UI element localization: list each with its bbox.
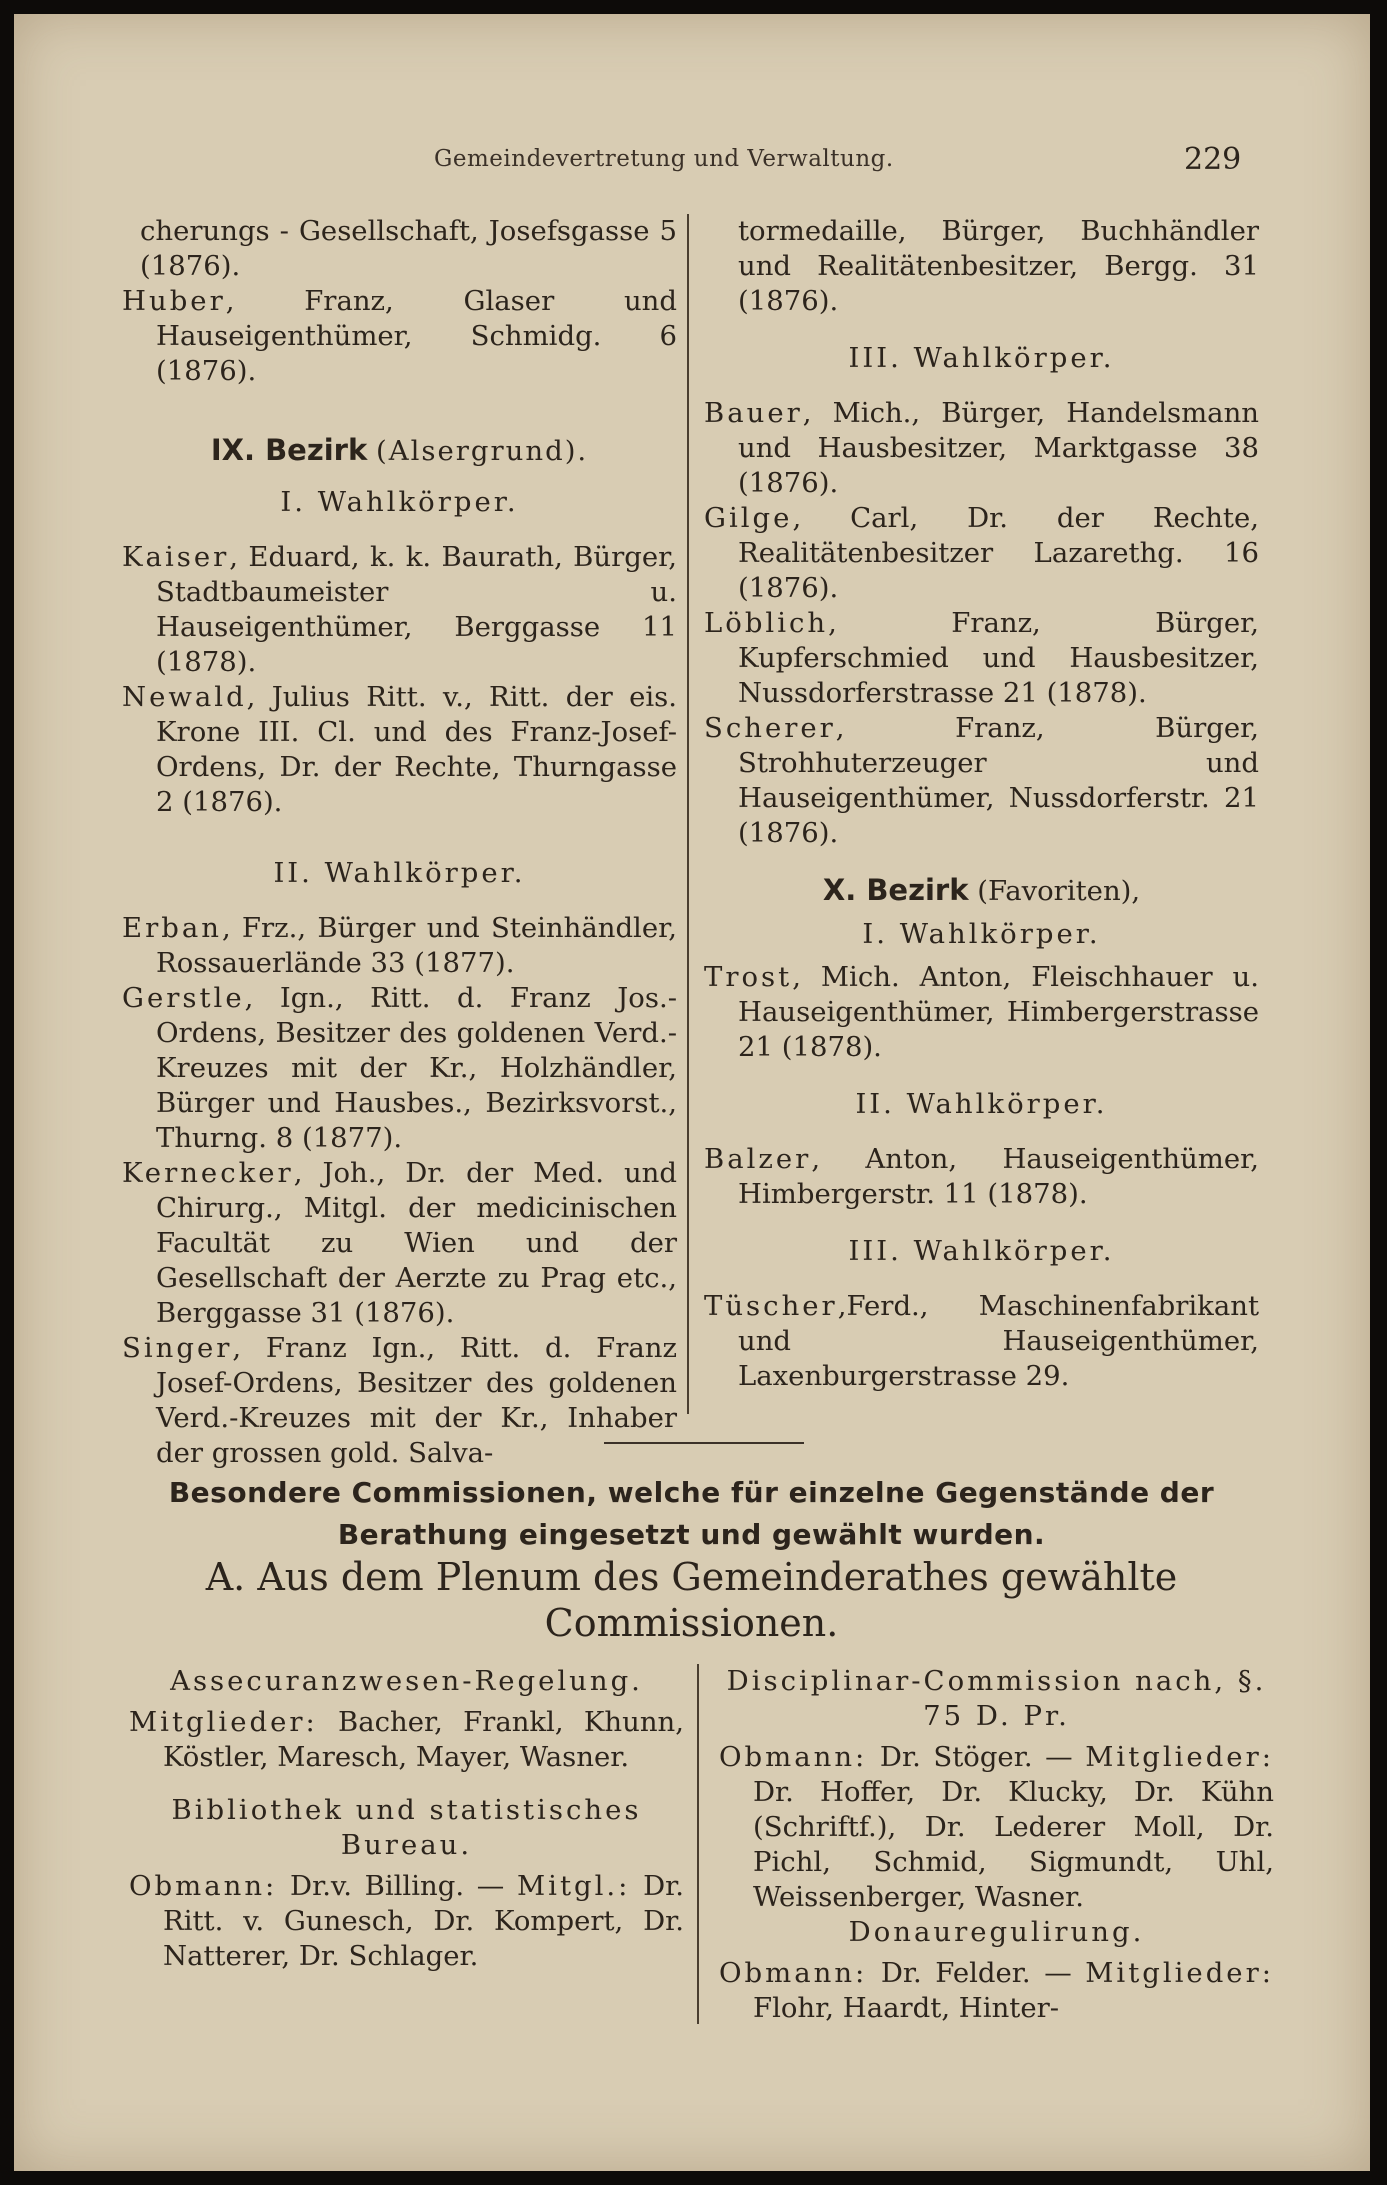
entry-text: ,Ferd., Maschinenfabrikant und Hauseigenthümer, Laxenburgerstrasse 29. <box>738 1290 1259 1392</box>
members-label: Mitgl.: <box>516 1870 631 1902</box>
wahlkoerper-heading: III. Wahlkörper. <box>848 1235 1115 1267</box>
entry-name: Tüscher <box>704 1290 838 1322</box>
entry-name: Kernecker <box>122 1157 294 1189</box>
entry-name: Gilge <box>704 502 793 534</box>
commission-donau <box>719 1915 1274 2026</box>
entry-huber <box>122 284 677 389</box>
entry-text: , Anton, Hauseigenthümer, Himbergerstr. 11 (1878). <box>738 1143 1259 1210</box>
entry-loeblich <box>704 606 1259 711</box>
commission-disciplinar <box>719 1664 1274 1915</box>
commission-members <box>719 1956 1274 2026</box>
commissions-title: Besondere Commissionen, welche für einzelne Gegenstände der Berathung eingesetzt und gewählt wurden. <box>168 1476 1215 1551</box>
right-column <box>704 214 1259 1394</box>
entry-text: , Eduard, k. k. Baurath, Bürger, Stadtbaumeister u. Hauseigenthümer, Berggasse 11 (1878). <box>156 541 677 678</box>
district-title: X. Bezirk <box>822 873 969 907</box>
chair-text: Dr. Stöger. — <box>879 1741 1073 1773</box>
page-number: 229 <box>1184 142 1242 177</box>
district-name: (Alsergrund). <box>376 435 589 467</box>
wahlkoerper-heading: II. Wahlkörper. <box>273 857 526 889</box>
district-title: IX. Bezirk <box>210 433 368 467</box>
column-divider <box>687 214 689 1414</box>
members-text: Dr. Ritt. v. Gunesch, Dr. Kompert, Dr. Natterer, Dr. Schlager. <box>163 1870 685 1972</box>
commission-members <box>719 1740 1274 1915</box>
entry-name: Gerstle <box>122 982 245 1014</box>
entry-trost <box>704 960 1259 1065</box>
entry-gilge <box>704 501 1259 606</box>
entry-text: , Franz, Bürger, Kupferschmied und Hausbesitzer, Nussdorferstrasse 21 (1878). <box>738 607 1259 709</box>
entry-name: Trost <box>704 961 793 993</box>
entry-text: , Franz, Glaser und Hauseigenthümer, Schmidg. 6 (1876). <box>156 285 677 387</box>
entry-text: , Mich. Anton, Fleischhauer u. Hauseigenthümer, Himbergerstrasse 21 (1878). <box>738 961 1259 1063</box>
entry-scherer <box>704 711 1259 851</box>
commissions-subtitle: A. Aus dem Plenum des Gemeinderathes gewählte Commissionen. <box>205 1555 1178 1645</box>
entry-name: Scherer <box>704 712 836 744</box>
continuation-entry: cherungs - Gesellschaft, Josefsgasse 5 (1876). <box>140 215 677 282</box>
entry-name: Singer <box>122 1332 233 1364</box>
column-divider <box>697 1664 699 2024</box>
entry-text: , Julius Ritt. v., Ritt. der eis. Krone III. Cl. und des Franz-Josef-Ordens, Dr. der Rechte, Thurngasse 2 (1876). <box>156 681 677 818</box>
chair-label: Obmann: <box>719 1741 868 1773</box>
commissions-left-column <box>129 1664 684 1992</box>
entry-text: , Franz, Bürger, Strohhuterzeuger und Hauseigenthümer, Nussdorferstr. 21 (1876). <box>738 712 1259 849</box>
entry-name: Balzer <box>704 1143 812 1175</box>
continuation-entry: tormedaille, Bürger, Buchhändler und Realitätenbesitzer, Bergg. 31 (1876). <box>738 215 1259 317</box>
left-column <box>122 214 677 1471</box>
chair-text: Dr. Felder. — <box>880 1957 1072 1989</box>
entry-text: , Frz., Bürger und Steinhändler, Rossauerlände 33 (1877). <box>156 912 677 979</box>
commission-title: Disciplinar-Commission nach, §. 75 D. Pr. <box>726 1665 1267 1732</box>
entry-name: Löblich <box>704 607 829 639</box>
members-text: Flohr, Haardt, Hinter- <box>753 1992 1060 2024</box>
chair-text: Dr.v. Billing. — <box>290 1870 505 1902</box>
wahlkoerper-heading: II. Wahlkörper. <box>855 1088 1108 1120</box>
entry-text: , Franz Ign., Ritt. d. Franz Josef-Ordens, Besitzer des goldenen Verd.-Kreuzes mit der Kr., Inhaber der grossen gold. Salva- <box>156 1332 677 1469</box>
commission-bibliothek <box>129 1793 684 1974</box>
wahlkoerper-heading: I. Wahlkörper. <box>280 486 519 518</box>
entry-bauer <box>704 396 1259 501</box>
entry-name: Kaiser <box>122 541 230 573</box>
district-heading-x <box>704 873 1259 909</box>
entry-balzer <box>704 1142 1259 1212</box>
members-label: Mitglieder: <box>129 1706 318 1738</box>
entry-name: Newald <box>122 681 247 713</box>
page <box>14 14 1370 2171</box>
entry-name: Erban <box>122 912 222 944</box>
section-divider <box>604 1442 804 1444</box>
chair-label: Obmann: <box>129 1870 278 1902</box>
commission-members <box>129 1705 684 1775</box>
entry-text: , Ign., Ritt. d. Franz Jos.-Ordens, Besitzer des goldenen Verd.-Kreuzes mit der Kr., Holzhändler, Bürger und Hausbes., Bezirksvorst., Thurng. 8 (1877). <box>156 982 677 1154</box>
entry-singer <box>122 1331 677 1471</box>
wahlkoerper-heading: I. Wahlkörper. <box>862 918 1101 950</box>
members-text: Dr. Hoffer, Dr. Klucky, Dr. Kühn (Schriftf.), Dr. Lederer Moll, Dr. Pichl, Schmid, Sigmundt, Uhl, Weissenberger, Wasner. <box>753 1776 1274 1913</box>
page-header <box>14 142 1370 182</box>
commission-members <box>129 1869 684 1974</box>
entry-kaiser <box>122 540 677 680</box>
members-label: Mitglieder: <box>1085 1741 1274 1773</box>
district-name: (Favoriten), <box>977 875 1141 907</box>
commission-title: Donauregulirung. <box>848 1916 1145 1948</box>
members-text: Bacher, Frankl, Khunn, Köstler, Maresch, Mayer, Wasner. <box>163 1706 684 1773</box>
entry-name: Huber <box>122 285 226 317</box>
commission-title: Assecuranzwesen-Regelung. <box>170 1665 643 1697</box>
entry-text: , Carl, Dr. der Rechte, Realitätenbesitzer Lazarethg. 16 (1876). <box>738 502 1259 604</box>
entry-name: Bauer <box>704 397 803 429</box>
entry-gerstle <box>122 981 677 1156</box>
wahlkoerper-heading: III. Wahlkörper. <box>848 342 1115 374</box>
members-label: Mitglieder: <box>1085 1957 1274 1989</box>
chair-label: Obmann: <box>719 1957 868 1989</box>
entry-newald <box>122 680 677 820</box>
running-title: Gemeindevertretung und Verwaltung. <box>434 146 894 172</box>
entry-tuescher <box>704 1289 1259 1394</box>
district-heading-ix <box>122 433 677 469</box>
entry-kernecker <box>122 1156 677 1331</box>
commission-title: Bibliothek und statistisches Bureau. <box>171 1794 642 1861</box>
commission-assecuranz <box>129 1664 684 1775</box>
commissions-right-column <box>719 1664 1274 2044</box>
entry-text: , Joh., Dr. der Med. und Chirurg., Mitgl. der medicinischen Facultät zu Wien und der Gesellschaft der Aerzte zu Prag etc., Berggasse 31 (1876). <box>156 1157 677 1329</box>
entry-text: , Mich., Bürger, Handelsmann und Hausbesitzer, Marktgasse 38 (1876). <box>738 397 1259 499</box>
entry-erban <box>122 911 677 981</box>
